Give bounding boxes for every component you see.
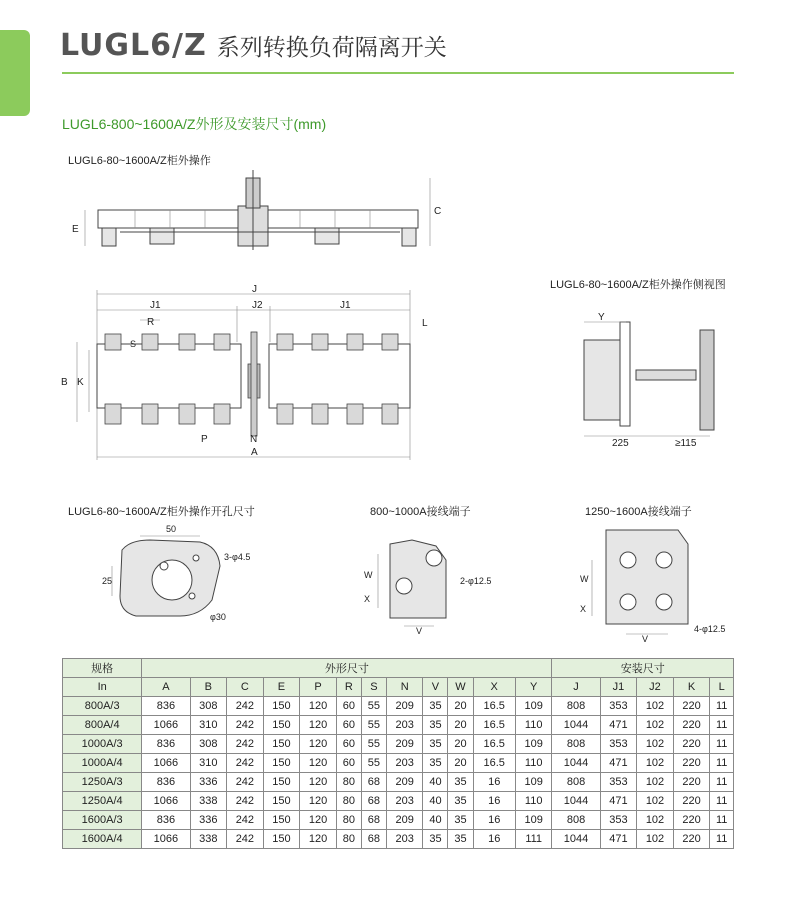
- term-small-V: V: [416, 626, 423, 635]
- term-large-V: V: [642, 634, 649, 644]
- dim-Y: Y: [598, 312, 605, 323]
- dim-P: P: [201, 434, 208, 445]
- table-cell: 242: [227, 830, 264, 849]
- dim-J: J: [252, 284, 257, 295]
- table-cell: 40: [423, 792, 448, 811]
- column-header: Y: [515, 678, 552, 697]
- header-outline: 外形尺寸: [142, 659, 552, 678]
- table-cell: 220: [673, 811, 710, 830]
- table-cell: 220: [673, 735, 710, 754]
- table-cell: 242: [227, 792, 264, 811]
- table-cell: 35: [423, 830, 448, 849]
- table-cell: 55: [361, 735, 386, 754]
- dim-C: C: [434, 206, 442, 217]
- table-cell: 1044: [552, 792, 600, 811]
- dim-B: B: [61, 377, 68, 388]
- title-model: LUGL6/Z: [60, 28, 207, 63]
- table-cell: 11: [710, 716, 734, 735]
- table-cell: 471: [600, 792, 637, 811]
- table-cell: 120: [300, 735, 337, 754]
- table-cell: 836: [142, 735, 190, 754]
- column-header: B: [190, 678, 227, 697]
- table-cell: 11: [710, 830, 734, 849]
- terminal-large-drawing: [578, 520, 748, 645]
- terminal-small-title: 800~1000A接线端子: [370, 506, 471, 518]
- dim-225: 225: [612, 438, 629, 449]
- table-cell: 242: [227, 754, 264, 773]
- table-cell: 209: [386, 773, 423, 792]
- title-rule: [62, 72, 734, 74]
- table-cell: 40: [423, 773, 448, 792]
- table-cell: 102: [637, 811, 674, 830]
- column-header: J2: [637, 678, 674, 697]
- table-cell: 209: [386, 811, 423, 830]
- table-cell: 35: [448, 792, 473, 811]
- terminal-large-title: 1250~1600A接线端子: [585, 506, 692, 518]
- table-cell: 35: [448, 773, 473, 792]
- table-column-header-row: [63, 678, 734, 697]
- table-cell: 109: [515, 773, 552, 792]
- table-cell: 16.5: [473, 716, 515, 735]
- table-cell: 308: [190, 735, 227, 754]
- table-cell: 203: [386, 792, 423, 811]
- table-cell: 242: [227, 697, 264, 716]
- table-cell: 11: [710, 754, 734, 773]
- top-view-drawing: [60, 170, 460, 260]
- table-cell: 11: [710, 773, 734, 792]
- table-cell: 808: [552, 773, 600, 792]
- table-cell: 150: [263, 792, 300, 811]
- term-large-X: X: [580, 604, 587, 614]
- cutout-drawing: [100, 520, 260, 630]
- table-cell: 220: [673, 830, 710, 849]
- table-cell: 242: [227, 716, 264, 735]
- dim-R: R: [147, 317, 155, 328]
- spec-cell: 1000A/3: [63, 735, 142, 754]
- dim-J1-left: J1: [150, 300, 161, 311]
- spec-cell: 800A/3: [63, 697, 142, 716]
- green-side-tab: [0, 30, 30, 116]
- table-cell: 203: [386, 830, 423, 849]
- term-small-X: X: [364, 594, 371, 604]
- dim-115: ≥115: [675, 438, 697, 449]
- dim-cut-holes: 3-φ4.5: [224, 552, 251, 562]
- table-cell: 220: [673, 697, 710, 716]
- column-header: R: [336, 678, 361, 697]
- table-cell: 120: [300, 716, 337, 735]
- column-header: C: [227, 678, 264, 697]
- table-cell: 80: [336, 773, 361, 792]
- side-view-drawing: [560, 300, 760, 450]
- table-cell: 111: [515, 830, 552, 849]
- table-cell: 102: [637, 773, 674, 792]
- dim-cut-30: φ30: [210, 612, 226, 622]
- table-cell: 150: [263, 735, 300, 754]
- table-cell: 808: [552, 735, 600, 754]
- table-cell: 55: [361, 697, 386, 716]
- column-header: V: [423, 678, 448, 697]
- table-cell: 20: [448, 716, 473, 735]
- table-cell: 35: [423, 754, 448, 773]
- column-header: A: [142, 678, 190, 697]
- table-cell: 11: [710, 792, 734, 811]
- table-cell: 20: [448, 697, 473, 716]
- table-cell: 16: [473, 773, 515, 792]
- dim-E: E: [72, 224, 79, 235]
- column-header: J: [552, 678, 600, 697]
- table-cell: 310: [190, 754, 227, 773]
- table-cell: 55: [361, 716, 386, 735]
- term-large-holes: 4-φ12.5: [694, 624, 726, 634]
- table-cell: 220: [673, 754, 710, 773]
- table-cell: 353: [600, 811, 637, 830]
- table-cell: 1066: [142, 792, 190, 811]
- table-cell: 353: [600, 697, 637, 716]
- table-cell: 1044: [552, 830, 600, 849]
- table-cell: 120: [300, 830, 337, 849]
- table-cell: 16: [473, 811, 515, 830]
- column-header: N: [386, 678, 423, 697]
- table-cell: 68: [361, 830, 386, 849]
- column-header: X: [473, 678, 515, 697]
- title-subtitle: 系列转换负荷隔离开关: [216, 34, 447, 60]
- table-cell: 836: [142, 773, 190, 792]
- table-cell: 102: [637, 754, 674, 773]
- table-cell: 220: [673, 792, 710, 811]
- table-cell: 109: [515, 811, 552, 830]
- table-cell: 68: [361, 811, 386, 830]
- table-cell: 35: [423, 716, 448, 735]
- table-cell: 209: [386, 735, 423, 754]
- spec-table: [62, 658, 734, 849]
- table-cell: 242: [227, 735, 264, 754]
- table-cell: 11: [710, 735, 734, 754]
- table-cell: 40: [423, 811, 448, 830]
- table-cell: 60: [336, 716, 361, 735]
- table-cell: 16: [473, 792, 515, 811]
- spec-cell: 1600A/3: [63, 811, 142, 830]
- table-cell: 16.5: [473, 697, 515, 716]
- table-cell: 836: [142, 697, 190, 716]
- table-cell: 60: [336, 754, 361, 773]
- column-header: W: [448, 678, 473, 697]
- table-cell: 120: [300, 811, 337, 830]
- table-cell: 109: [515, 735, 552, 754]
- table-cell: 203: [386, 716, 423, 735]
- table-cell: 68: [361, 773, 386, 792]
- spec-cell: 800A/4: [63, 716, 142, 735]
- table-cell: 308: [190, 697, 227, 716]
- table-cell: 808: [552, 697, 600, 716]
- front-view-title: LUGL6-80~1600A/Z柜外操作: [68, 155, 211, 167]
- table-cell: 150: [263, 811, 300, 830]
- table-row: [63, 735, 734, 754]
- table-cell: 220: [673, 773, 710, 792]
- term-small-holes: 2-φ12.5: [460, 576, 492, 586]
- table-cell: 336: [190, 773, 227, 792]
- table-cell: 120: [300, 697, 337, 716]
- table-row: [63, 773, 734, 792]
- term-small-W: W: [364, 570, 373, 580]
- table-cell: 150: [263, 716, 300, 735]
- term-large-W: W: [580, 574, 589, 584]
- table-cell: 242: [227, 811, 264, 830]
- column-header: L: [710, 678, 734, 697]
- table-cell: 836: [142, 811, 190, 830]
- table-cell: 471: [600, 830, 637, 849]
- table-cell: 16: [473, 830, 515, 849]
- table-cell: 110: [515, 754, 552, 773]
- column-header: In: [63, 678, 142, 697]
- table-cell: 1066: [142, 830, 190, 849]
- table-cell: 35: [448, 811, 473, 830]
- dim-S: S: [130, 339, 137, 349]
- table-cell: 120: [300, 773, 337, 792]
- dim-cut-50: 50: [166, 524, 177, 534]
- table-cell: 20: [448, 735, 473, 754]
- table-cell: 150: [263, 697, 300, 716]
- table-cell: 80: [336, 811, 361, 830]
- table-cell: 110: [515, 716, 552, 735]
- table-cell: 150: [263, 754, 300, 773]
- column-header: S: [361, 678, 386, 697]
- side-view-title: LUGL6-80~1600A/Z柜外操作侧视图: [550, 279, 726, 291]
- table-cell: 1066: [142, 754, 190, 773]
- table-cell: 80: [336, 792, 361, 811]
- table-cell: 35: [423, 735, 448, 754]
- column-header: J1: [600, 678, 637, 697]
- dim-J2: J2: [252, 300, 263, 311]
- table-cell: 1044: [552, 754, 600, 773]
- dim-cut-25: 25: [102, 576, 113, 586]
- table-cell: 471: [600, 754, 637, 773]
- table-cell: 471: [600, 716, 637, 735]
- spec-cell: 1600A/4: [63, 830, 142, 849]
- column-header: E: [263, 678, 300, 697]
- header-install: 安装尺寸: [552, 659, 734, 678]
- table-cell: 203: [386, 754, 423, 773]
- spec-cell: 1000A/4: [63, 754, 142, 773]
- table-cell: 102: [637, 716, 674, 735]
- table-cell: 310: [190, 716, 227, 735]
- table-row: [63, 792, 734, 811]
- table-cell: 220: [673, 716, 710, 735]
- column-header: P: [300, 678, 337, 697]
- table-cell: 102: [637, 697, 674, 716]
- table-cell: 120: [300, 792, 337, 811]
- table-cell: 68: [361, 792, 386, 811]
- dim-K: K: [77, 377, 84, 388]
- table-cell: 150: [263, 773, 300, 792]
- table-cell: 60: [336, 697, 361, 716]
- table-cell: 102: [637, 735, 674, 754]
- table-cell: 11: [710, 811, 734, 830]
- table-cell: 338: [190, 830, 227, 849]
- table-cell: 55: [361, 754, 386, 773]
- table-cell: 336: [190, 811, 227, 830]
- table-cell: 808: [552, 811, 600, 830]
- dim-J1-right: J1: [340, 300, 351, 311]
- table-cell: 1044: [552, 716, 600, 735]
- table-cell: 102: [637, 830, 674, 849]
- column-header: K: [673, 678, 710, 697]
- table-cell: 150: [263, 830, 300, 849]
- table-cell: 353: [600, 773, 637, 792]
- table-cell: 338: [190, 792, 227, 811]
- table-row: [63, 830, 734, 849]
- table-row: [63, 716, 734, 735]
- table-cell: 16.5: [473, 735, 515, 754]
- table-cell: 11: [710, 697, 734, 716]
- table-row: [63, 754, 734, 773]
- table-cell: 102: [637, 792, 674, 811]
- table-cell: 353: [600, 735, 637, 754]
- table-cell: 60: [336, 735, 361, 754]
- table-row: [63, 697, 734, 716]
- table-cell: 110: [515, 792, 552, 811]
- terminal-small-drawing: [360, 530, 510, 635]
- table-cell: 35: [423, 697, 448, 716]
- dim-N: N: [250, 434, 258, 445]
- front-view-drawing: [55, 282, 440, 462]
- dim-A: A: [251, 447, 258, 458]
- table-cell: 209: [386, 697, 423, 716]
- spec-cell: 1250A/4: [63, 792, 142, 811]
- table-group-header-row: [63, 659, 734, 678]
- dim-L: L: [422, 318, 428, 329]
- table-cell: 120: [300, 754, 337, 773]
- table-cell: 1066: [142, 716, 190, 735]
- table-cell: 16.5: [473, 754, 515, 773]
- spec-cell: 1250A/3: [63, 773, 142, 792]
- table-row: [63, 811, 734, 830]
- table-cell: 20: [448, 754, 473, 773]
- table-cell: 242: [227, 773, 264, 792]
- page-title: [60, 28, 447, 68]
- section-heading: LUGL6-800~1600A/Z外形及安装尺寸(mm): [62, 116, 327, 132]
- table-cell: 109: [515, 697, 552, 716]
- header-spec: 规格: [63, 659, 142, 678]
- cutout-view-title: LUGL6-80~1600A/Z柜外操作开孔尺寸: [68, 506, 255, 518]
- table-cell: 80: [336, 830, 361, 849]
- table-cell: 35: [448, 830, 473, 849]
